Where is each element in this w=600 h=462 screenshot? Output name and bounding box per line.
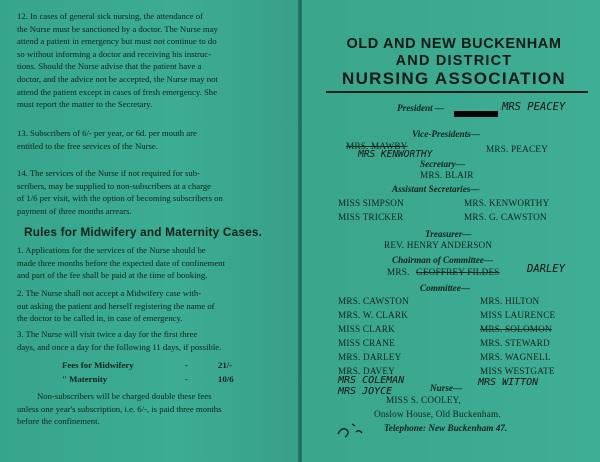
committee-handwritten: MRS JOYCE	[338, 386, 393, 397]
rule-13-paragraph	[17, 127, 287, 152]
treasurer-name: REV. HENRY ANDERSON	[384, 240, 493, 250]
nurse-label: Nurse—	[430, 383, 463, 393]
rule-14-line: payment of three months arrears.	[17, 205, 132, 216]
fee-maternity-dash: -	[185, 374, 188, 384]
committee-member: MISS WESTGATE	[480, 366, 555, 376]
rule-12-line: 12. In cases of general sick nursing, the attendance of	[17, 11, 203, 21]
rule-12-line: doctor, and the advice not be accepted, the Nurse may not	[17, 73, 218, 84]
midwifery-rule-1-line: 1. Applications for the services of the Nurse should be	[17, 245, 206, 255]
president-handwritten: MRS PEACEY	[502, 101, 566, 113]
rule-12-line: must report the matter to the Secretary.	[17, 99, 153, 110]
committee-member: MRS. CAWSTON	[338, 296, 409, 306]
vice-president-peacey: MRS. PEACEY	[486, 144, 548, 154]
committee-member-struck: MRS. SOLOMON	[480, 324, 552, 334]
rule-12-line: tions. Should the Nurse advise that the patient have a	[17, 61, 202, 72]
non-subscriber-paragraph	[17, 390, 287, 428]
nurse-name: MISS S. COOLEY,	[386, 395, 461, 405]
midwifery-rule-2-line: the doctor to be called in, in case of emergency.	[17, 313, 183, 324]
midwifery-rule-1	[17, 244, 287, 282]
assistant-secretaries-label: Assistant Secretaries—	[392, 184, 480, 194]
association-title-line-1: OLD AND NEW BUCKENHAM	[346, 36, 562, 52]
assistant-secretary: MRS. KENWORTHY	[464, 198, 550, 208]
secretary-label: Secretary—	[420, 159, 465, 169]
vice-presidents-label: Vice-Presidents—	[412, 129, 480, 139]
midwifery-rule-2	[17, 287, 287, 325]
association-title-line-2: AND DISTRICT	[395, 53, 513, 69]
rule-13-line: entitled to the free services of the Nurse.	[17, 140, 158, 151]
rule-14-line: 14. The services of the Nurse if not required for sub-	[17, 168, 200, 178]
committee-member: MRS. WAGNELL	[480, 352, 551, 362]
fee-maternity-amount: 10/6	[218, 374, 234, 384]
non-subscriber-line: before the confinement.	[17, 416, 100, 427]
assistant-secretary: MISS SIMPSON	[338, 198, 404, 208]
committee-member: MRS. HILTON	[480, 296, 540, 306]
midwifery-rule-1-line: and part of the fee shall be paid at the time of booking.	[17, 270, 208, 281]
right-page	[302, 0, 600, 462]
rule-14-line: scribers, may be supplied to non-subscribers at a charge	[17, 180, 212, 191]
non-subscriber-line: Non-subscribers will be charged double these fees	[37, 391, 212, 401]
midwifery-heading: Rules for Midwifery and Maternity Cases.	[24, 225, 263, 239]
midwifery-rule-3-line: days, and once a day for the following 11 days, if possible.	[17, 341, 222, 352]
title-rule	[326, 91, 588, 93]
committee-member: MRS. DARLEY	[338, 352, 402, 362]
fee-midwifery-amount: 21/-	[218, 360, 233, 370]
chairman-struck: GEOFFREY FILDES	[416, 267, 500, 277]
committee-member: MISS LAURENCE	[480, 310, 556, 320]
committee-member: MRS. STEWARD	[480, 338, 550, 348]
rule-14-line: of 1/6 per visit, with the option of becoming subscribers on	[17, 193, 223, 204]
nurse-address: Onslow House, Old Buckenham.	[374, 409, 501, 419]
assistant-secretary: MRS. G. CAWSTON	[464, 212, 547, 222]
fee-midwifery-label: Fees for Midwifery	[62, 360, 134, 370]
committee-member: MISS CLARK	[338, 324, 395, 334]
committee-handwritten: MRS COLEMAN	[338, 375, 405, 386]
midwifery-rule-1-line: made three months before the expected date of confinement	[17, 257, 225, 268]
rule-14-paragraph	[17, 167, 287, 217]
ink-scribble-icon	[332, 404, 372, 444]
committee-member: MRS. DAVEY	[338, 366, 395, 376]
association-title-line-3: NURSING ASSOCIATION	[342, 69, 566, 88]
fee-maternity-label: " Maternity	[62, 374, 108, 384]
committee-member: MRS. W. CLARK	[338, 310, 408, 320]
committee-label: Committee—	[420, 283, 471, 293]
midwifery-rule-2-line: out asking the patient and herself registering the name of	[17, 300, 215, 311]
redaction-bar	[454, 111, 498, 117]
rule-12-line: the Nurse must be sanctioned by a doctor. The Nurse may	[17, 23, 218, 34]
assistant-secretary: MISS TRICKER	[338, 212, 404, 222]
committee-member: MISS CRANE	[338, 338, 395, 348]
non-subscriber-line: unless one year's subscription, i.e. 6/-, is paid three months	[17, 403, 222, 414]
rule-12-line: so without informing a doctor and receiving his instruc-	[17, 48, 211, 59]
chairman-handwritten: DARLEY	[527, 263, 565, 275]
vice-president-handwritten: MRS KENWORTHY	[358, 149, 433, 160]
secretary-name: MRS. BLAIR	[420, 170, 474, 180]
treasurer-label: Treasurer—	[425, 229, 472, 239]
rule-12-paragraph	[17, 10, 287, 111]
fee-midwifery-dash: -	[185, 360, 188, 370]
chairman-label: Chairman of Committee—	[392, 255, 494, 265]
nurse-telephone: Telephone: New Buckenham 47.	[384, 423, 508, 433]
midwifery-rule-3-line: 3. The Nurse will visit twice a day for the first three	[17, 329, 198, 339]
president-label: President —	[397, 103, 445, 113]
rule-13-line: 13. Subscribers of 6/- per year, or 6d. per mouth are	[17, 128, 197, 138]
chairman-prefix: MRS.	[387, 267, 410, 277]
midwifery-rule-3	[17, 328, 287, 353]
rule-12-line: attend the patient except in cases of fresh emergency. She	[17, 86, 217, 97]
rule-12-line: attend a patient in emergency but must not continue to do	[17, 36, 217, 47]
vice-president-struck: MRS. MAWBY	[346, 141, 408, 151]
committee-handwritten: MRS WITTON	[478, 377, 539, 388]
midwifery-rule-2-line: 2. The Nurse shall not accept a Midwifery case with-	[17, 288, 202, 298]
